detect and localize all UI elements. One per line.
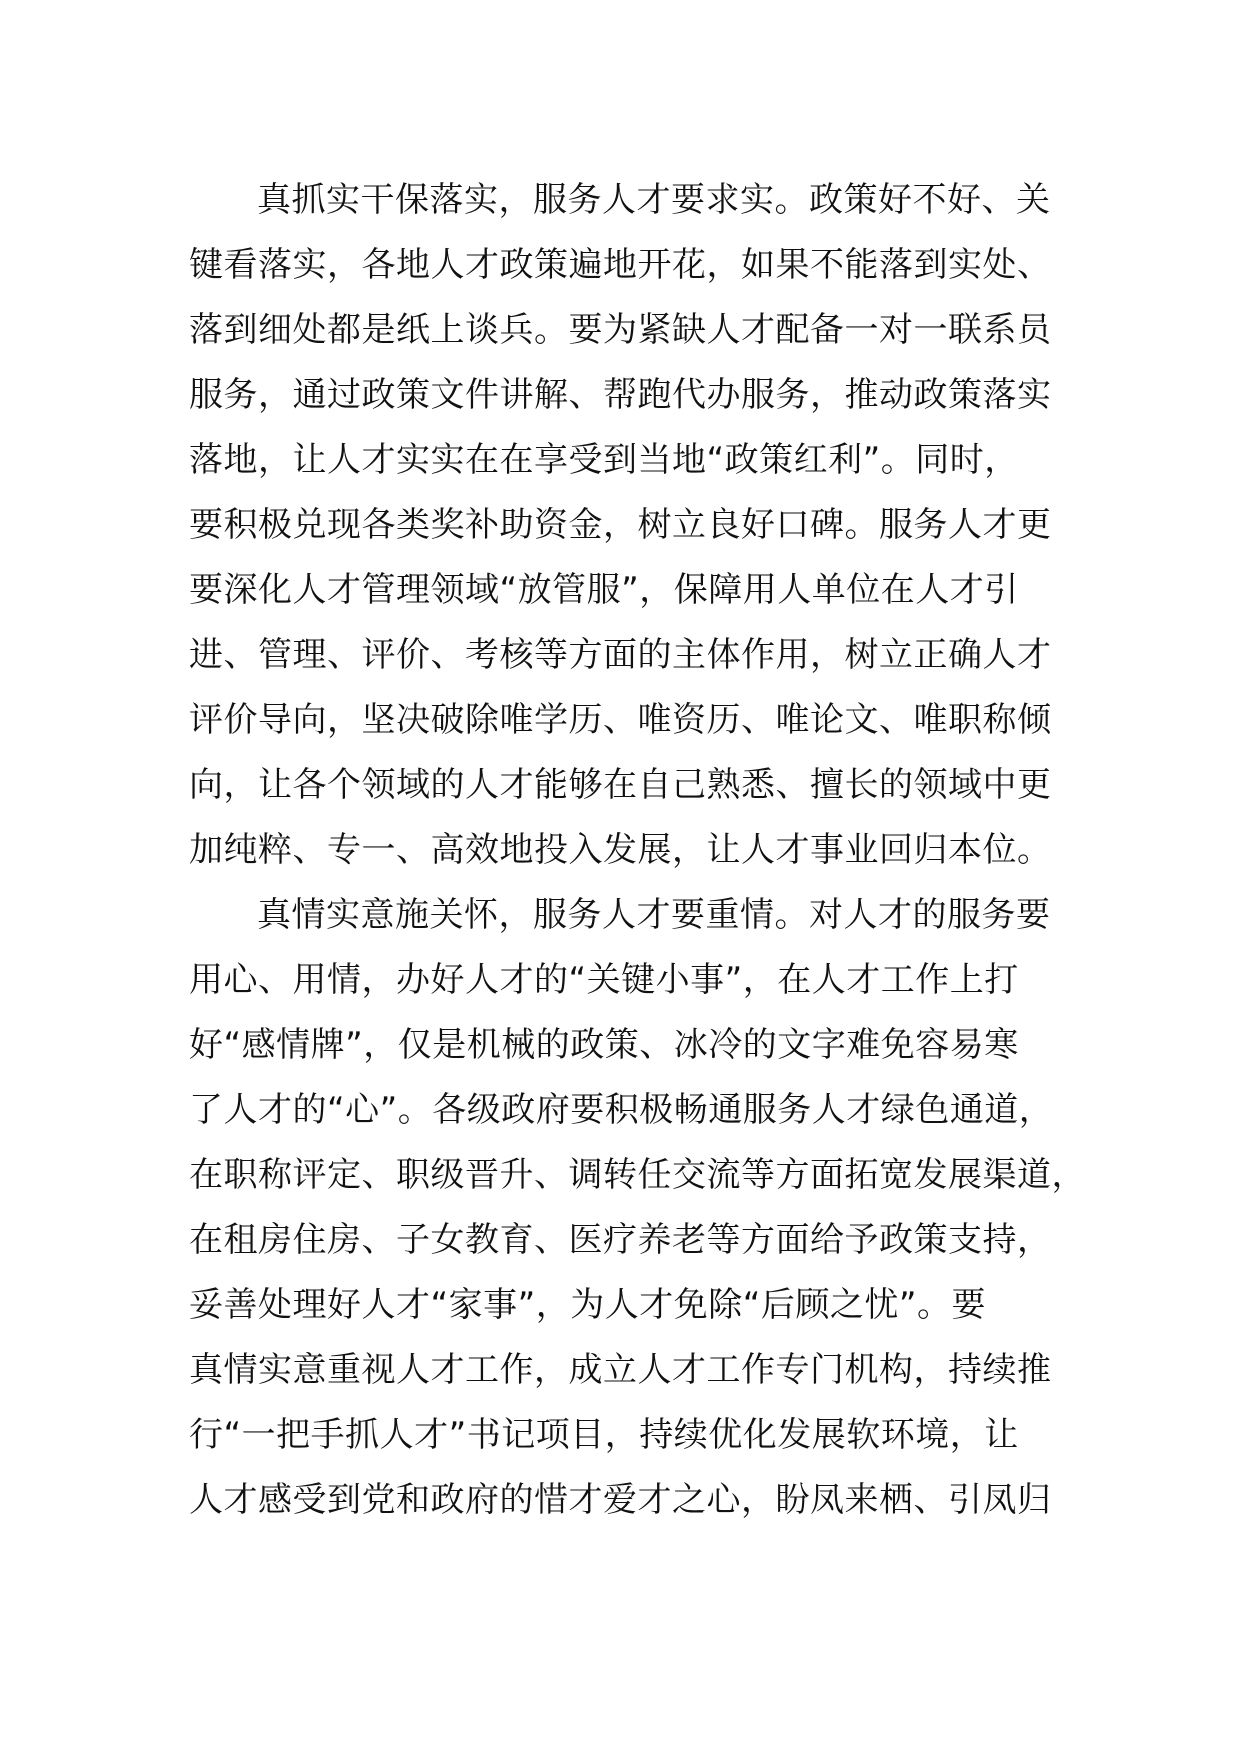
paragraph-1-line-10: 向，让各个领域的人才能够在自己熟悉、擅长的领域中更 xyxy=(189,765,1052,805)
paragraph-1-line-3: 落到细处都是纸上谈兵。要为紧缺人才配备一对一联系员 xyxy=(189,310,1052,350)
paragraph-2-line-1: 真情实意施关怀，服务人才要重情。对人才的服务要 xyxy=(257,895,1051,935)
paragraph-1-line-8: 进、管理、评价、考核等方面的主体作用，树立正确人才 xyxy=(189,635,1052,675)
paragraph-2-line-2: 用心、用情，办好人才的“关键小事”，在人才工作上打 xyxy=(189,960,1019,1000)
paragraph-2-line-3: 好“感情牌”，仅是机械的政策、冰冷的文字难免容易寒 xyxy=(189,1025,1019,1065)
paragraph-2-line-9: 行“一把手抓人才”书记项目，持续优化发展软环境，让 xyxy=(189,1415,1019,1455)
paragraph-2-line-10: 人才感受到党和政府的惜才爱才之心，盼凤来栖、引凤归 xyxy=(189,1480,1052,1520)
document-body xyxy=(189,168,1086,1533)
paragraph-1-line-4: 服务，通过政策文件讲解、帮跑代办服务，推动政策落实 xyxy=(189,375,1052,415)
paragraph-2-line-8: 真情实意重视人才工作，成立人才工作专门机构，持续推 xyxy=(189,1350,1052,1390)
paragraph-1-line-2: 键看落实，各地人才政策遍地开花，如果不能落到实处、 xyxy=(189,245,1052,285)
paragraph-1-line-1: 真抓实干保落实，服务人才要求实。政策好不好、关 xyxy=(257,180,1051,220)
paragraph-1-line-5: 落地，让人才实实在在享受到当地“政策红利”。同时， xyxy=(189,440,1019,480)
paragraph-2-line-6: 在租房住房、子女教育、医疗养老等方面给予政策支持， xyxy=(189,1220,1052,1260)
paragraph-2-line-7: 妥善处理好人才“家事”，为人才免除“后顾之忧”。要 xyxy=(189,1285,986,1325)
paragraph-1-line-7: 要深化人才管理领域“放管服”，保障用人单位在人才引 xyxy=(189,570,1019,610)
paragraph-2-line-5: 在职称评定、职级晋升、调转任交流等方面拓宽发展渠道， xyxy=(189,1155,1086,1195)
paragraph-2-line-4: 了人才的“心”。各级政府要积极畅通服务人才绿色通道， xyxy=(189,1090,1054,1130)
paragraph-1-line-6: 要积极兑现各类奖补助资金，树立良好口碑。服务人才更 xyxy=(189,505,1052,545)
paragraph-1-line-11: 加纯粹、专一、高效地投入发展，让人才事业回归本位。 xyxy=(189,830,1052,870)
paragraph-1-line-9: 评价导向，坚决破除唯学历、唯资历、唯论文、唯职称倾 xyxy=(189,700,1052,740)
